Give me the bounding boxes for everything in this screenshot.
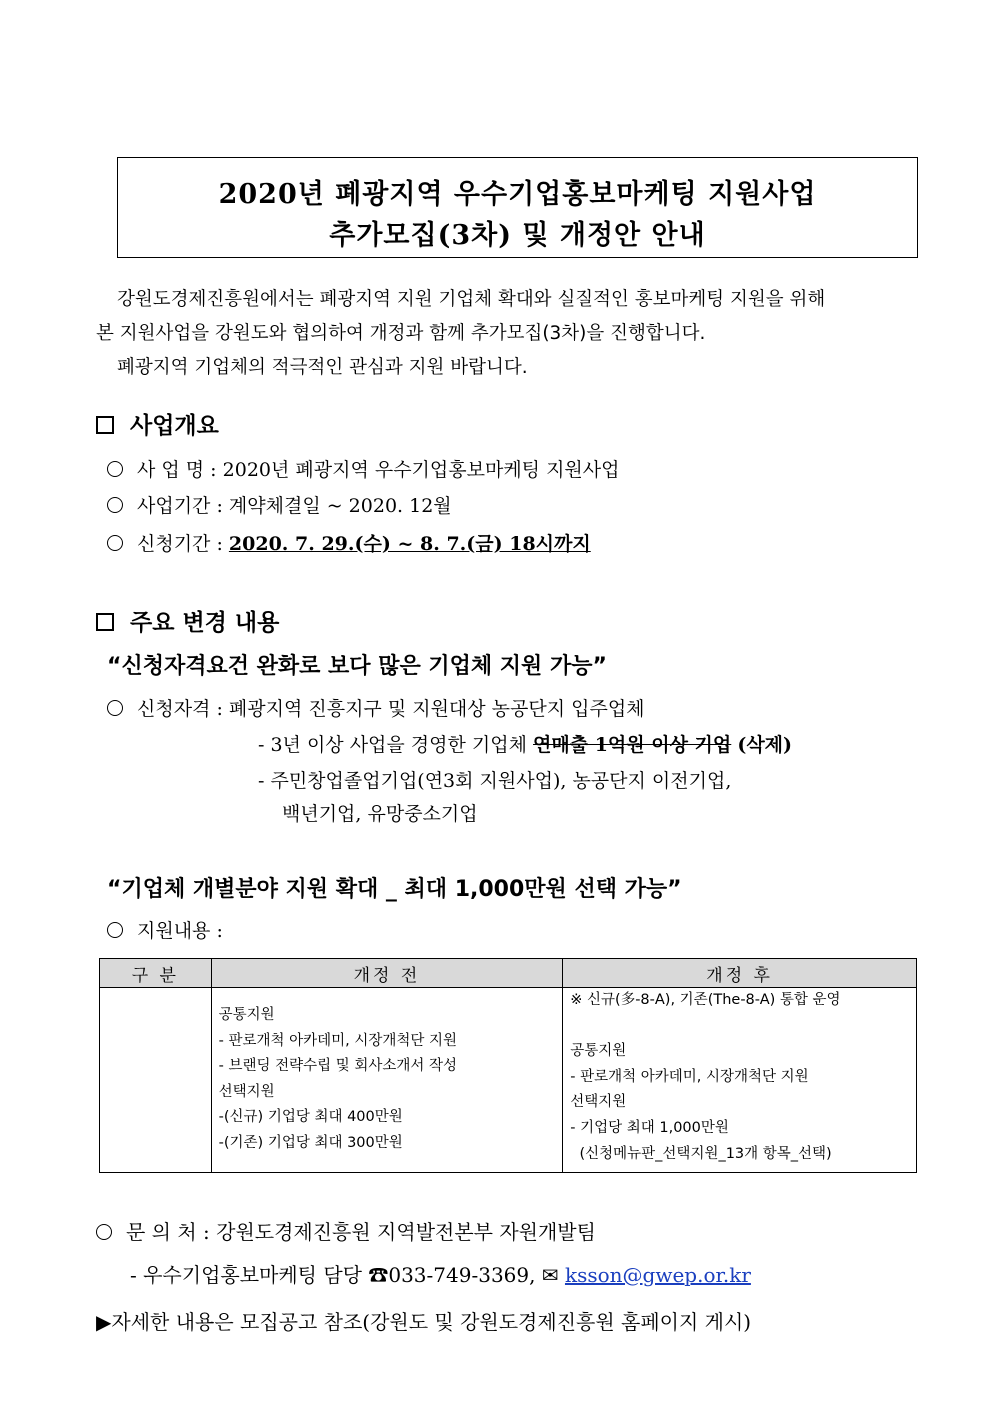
footer-note-text: 자세한 내용은 모집공고 참조(강원도 및 강원도경제진흥원 홈페이지 게시) — [111, 1310, 752, 1334]
overview-item-name — [107, 455, 620, 482]
after-line: - 판로개척 아카데미, 시장개척단 지원 — [570, 1068, 809, 1085]
before-line: - 판로개척 아카데미, 시장개척단 지원 — [218, 1032, 458, 1049]
eligibility-sub1-text: - 3년 이상 사업을 경영한 기업체 — [258, 734, 527, 756]
struck-requirement: 연매출 1억원 이상 기업 — [533, 734, 732, 756]
contact-sub — [130, 1259, 751, 1288]
envelope-icon: ✉ — [541, 1263, 559, 1287]
circle-bullet-icon — [107, 461, 123, 477]
eligibility-sub2-line2: 백년기업, 유망중소기업 — [282, 803, 478, 825]
page-title-line2: 추가모집(3차) 및 개정안 안내 — [329, 220, 706, 251]
intro-line2: 본 지원사업을 강원도와 협의하여 개정과 함께 추가모집(3차)을 진행합니다. — [96, 323, 706, 344]
eligibility-sub2-line1: - 주민창업졸업기업(연3회 지원사업), 농공단지 이전기업, — [258, 770, 732, 792]
after-line: 선택지원 — [570, 1094, 627, 1111]
eligibility-label: 신청자격 : — [137, 698, 223, 720]
contact-org: 강원도경제진흥원 지역발전본부 자원개발팀 — [216, 1220, 596, 1244]
after-line: - 기업당 최대 1,000만원 — [570, 1119, 729, 1136]
overview-item-application — [107, 529, 591, 556]
cell-after — [563, 988, 917, 1173]
circle-bullet-icon — [107, 700, 123, 716]
overview-value: 2020년 폐광지역 우수기업홍보마케팅 지원사업 — [222, 459, 620, 481]
circle-bullet-icon — [107, 497, 123, 513]
checkbox-square-icon — [96, 416, 114, 434]
table-row — [100, 988, 917, 1173]
intro-line1: 강원도경제진흥원에서는 폐광지역 지원 기업체 확대와 실질적인 홍보마케팅 지원을 위해 — [117, 289, 826, 310]
deleted-tag: (삭제) — [737, 734, 793, 756]
section-changes-heading — [96, 604, 279, 637]
footer-note — [96, 1306, 751, 1335]
support-item — [107, 916, 223, 943]
page-title-line1: 2020년 폐광지역 우수기업홍보마케팅 지원사업 — [218, 179, 817, 210]
cell-before — [211, 988, 563, 1173]
checkbox-square-icon — [96, 613, 114, 631]
comparison-table — [99, 958, 917, 1173]
after-line: ※ 신규(多-8-A), 기존(The-8-A) 통합 운영 — [570, 992, 841, 1008]
eligibility-item — [107, 694, 645, 721]
circle-bullet-icon — [96, 1224, 112, 1240]
header-after: 개정 후 — [563, 959, 917, 988]
after-line: (신청메뉴판_선택지원_13개 항목_선택) — [570, 1145, 832, 1162]
overview-label: 사 업 명 : — [137, 459, 217, 481]
quote-eligibility: “신청자격요건 완화로 보다 많은 기업체 지원 가능” — [107, 654, 607, 679]
title-box — [117, 157, 918, 258]
cell-category — [100, 988, 212, 1173]
triangle-arrow-icon: ▶ — [96, 1310, 112, 1334]
quote-support: “기업체 개별분야 지원 확대 _ 최대 1,000만원 선택 가능” — [107, 877, 682, 902]
before-line: 선택지원 — [218, 1083, 275, 1100]
before-line: - 브랜딩 전략수립 및 회사소개서 작성 — [218, 1058, 458, 1075]
overview-item-period — [107, 491, 452, 518]
section-overview-title: 사업개요 — [130, 413, 219, 439]
section-changes-title: 주요 변경 내용 — [130, 610, 280, 636]
table-header-row — [100, 959, 917, 988]
overview-label: 신청기간 : — [137, 533, 223, 555]
contact-sub-text: - 우수기업홍보마케팅 담당 — [130, 1263, 362, 1287]
after-line: 공통지원 — [570, 1043, 627, 1060]
contact-label: 문 의 처 : — [126, 1220, 210, 1244]
contact-email-link[interactable]: ksson@gwep.or.kr — [564, 1263, 751, 1287]
header-category: 구 분 — [100, 959, 212, 988]
intro-line3: 폐광지역 기업체의 적극적인 관심과 지원 바랍니다. — [117, 357, 528, 378]
circle-bullet-icon — [107, 535, 123, 551]
contact-item — [96, 1216, 596, 1245]
overview-value: 계약체결일 ~ 2020. 12월 — [228, 495, 452, 517]
contact-phone: 033-749-3369, — [388, 1263, 536, 1287]
application-period-value: 2020. 7. 29.(수) ~ 8. 7.(금) 18시까지 — [228, 533, 591, 555]
before-line: -(기존) 기업당 최대 300만원 — [218, 1134, 403, 1151]
overview-label: 사업기간 : — [137, 495, 223, 517]
telephone-icon: ☎ — [368, 1263, 389, 1287]
before-line: 공통지원 — [218, 1007, 275, 1023]
support-label: 지원내용 : — [137, 920, 223, 942]
eligibility-sub1 — [258, 730, 792, 757]
section-overview-heading — [96, 407, 219, 440]
circle-bullet-icon — [107, 922, 123, 938]
after-line — [570, 1014, 916, 1040]
before-line: -(신규) 기업당 최대 400만원 — [218, 1109, 403, 1126]
eligibility-value: 폐광지역 진흥지구 및 지원대상 농공단지 입주업체 — [228, 698, 645, 720]
header-before: 개정 전 — [211, 959, 563, 988]
